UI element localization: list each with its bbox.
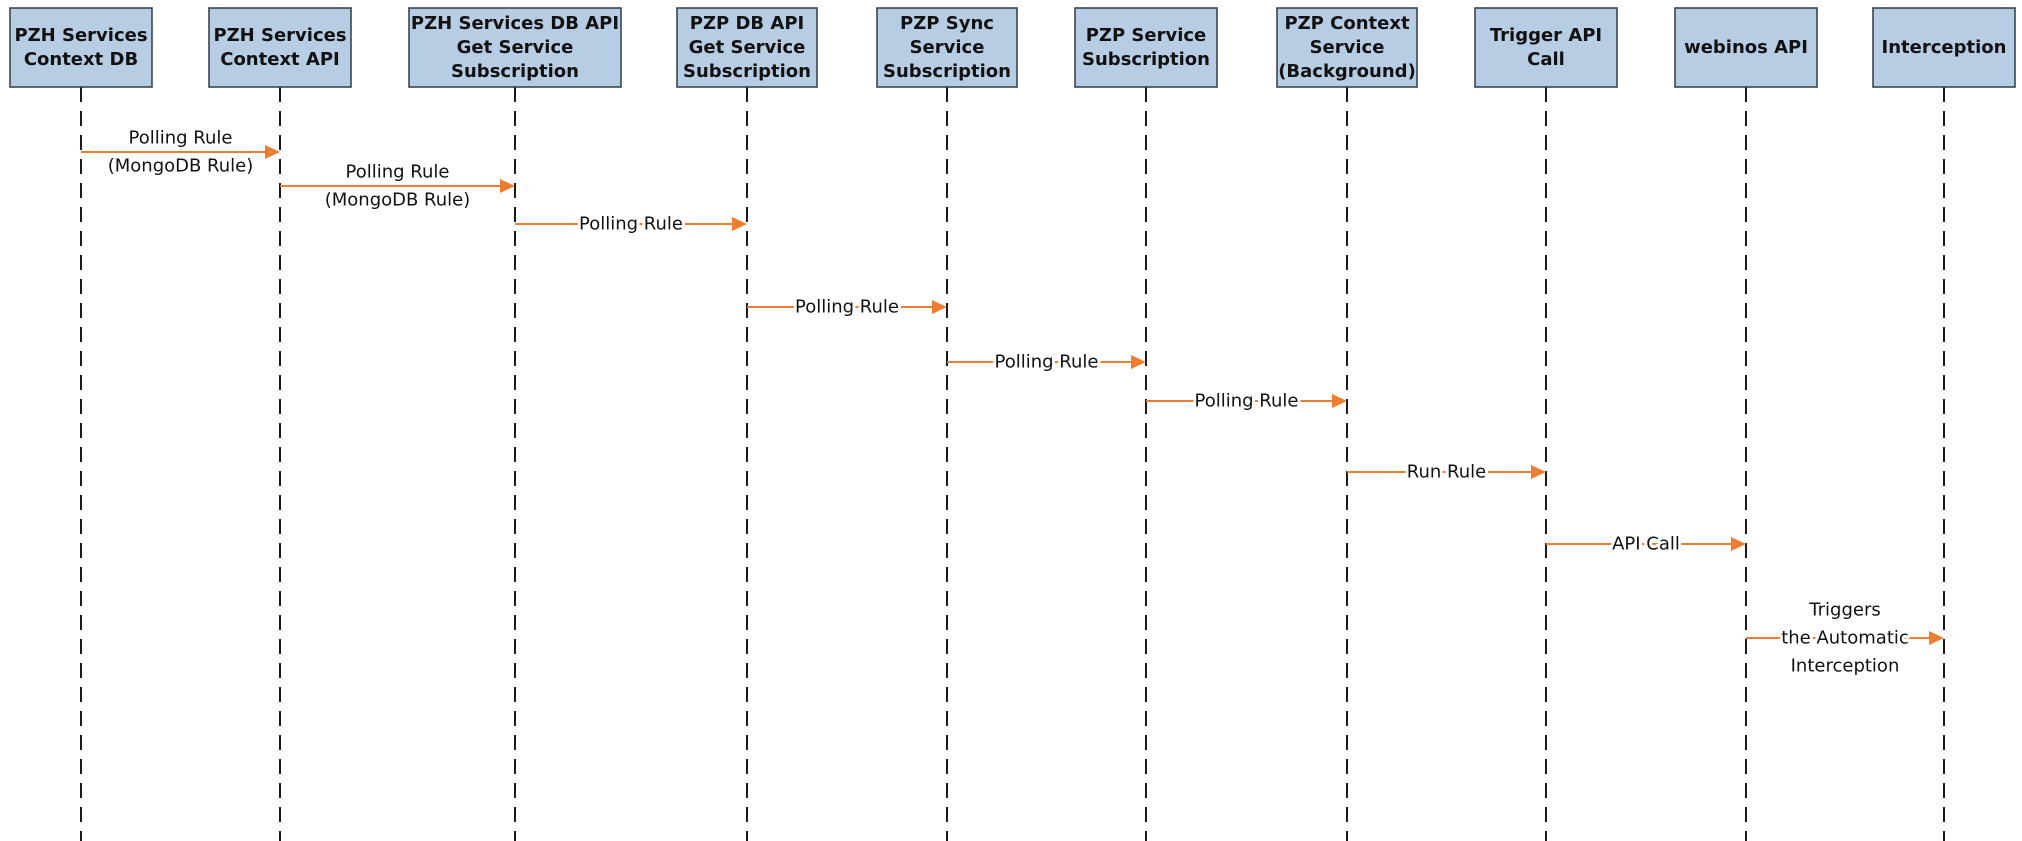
- participant-label-line: PZP Sync: [900, 13, 994, 34]
- message-label-line: Interception: [1790, 655, 1900, 677]
- arrowhead-icon: [500, 179, 515, 193]
- message-label-line: Polling Rule: [579, 213, 683, 235]
- participant-pzp-db-api-get-service-subscription: [677, 8, 817, 87]
- message-label-line: Polling Rule: [994, 351, 1099, 373]
- participant-label-line: Interception: [1881, 37, 2007, 58]
- participant-label-line: Context API: [220, 49, 340, 70]
- participant-label-line: Trigger API: [1489, 25, 1603, 46]
- participant-label-line: (Background): [1278, 61, 1416, 82]
- message-label-line: API Call: [1612, 533, 1680, 555]
- participant-label-line: Context DB: [23, 49, 139, 70]
- participant-label-line: Get Service: [456, 37, 574, 58]
- participant-label-line: PZH Services: [14, 25, 148, 46]
- participant-label-line: Subscription: [683, 61, 811, 82]
- message-arrow: [947, 352, 1146, 373]
- messages: [81, 128, 1944, 677]
- participant-webinos-api: [1675, 8, 1817, 87]
- arrowhead-icon: [732, 217, 747, 231]
- message-arrow: [1546, 534, 1746, 555]
- arrowhead-icon: [932, 300, 947, 314]
- participant-box: [1475, 8, 1617, 87]
- participant-pzp-service-subscription: [1075, 8, 1217, 87]
- message-arrow: [515, 214, 747, 235]
- arrowhead-icon: [1929, 631, 1944, 645]
- participant-box: [10, 8, 152, 87]
- arrowhead-icon: [1131, 355, 1146, 369]
- participants: [10, 8, 2015, 87]
- participant-label-line: Get Service: [688, 37, 806, 58]
- participant-label-line: Subscription: [1082, 49, 1210, 70]
- participant-interception: [1873, 8, 2015, 87]
- participant-label-line: Subscription: [451, 61, 579, 82]
- message-label-line: Polling Rule: [345, 161, 450, 183]
- arrowhead-icon: [1731, 537, 1746, 551]
- participant-trigger-api-call: [1475, 8, 1617, 87]
- message-label-line: (MongoDB Rule): [324, 189, 471, 211]
- message-arrow: [1746, 600, 1944, 677]
- participant-label-line: Call: [1527, 49, 1565, 70]
- participant-pzp-sync-service-subscription: [877, 8, 1017, 87]
- participant-box: [209, 8, 351, 87]
- message-arrow: [747, 297, 947, 318]
- participant-pzp-context-service-background: [1277, 8, 1417, 87]
- message-arrow: [1347, 462, 1546, 483]
- participant-pzh-services-db-api-get-service-subscription: [409, 8, 621, 87]
- message-label-line: Triggers: [1809, 599, 1881, 621]
- participant-box: [1075, 8, 1217, 87]
- participant-label-line: Service: [1309, 37, 1385, 58]
- participant-label-line: Subscription: [883, 61, 1011, 82]
- arrowhead-icon: [1531, 465, 1546, 479]
- arrowhead-icon: [265, 145, 280, 159]
- participant-label-line: Service: [909, 37, 985, 58]
- participant-label-line: PZP DB API: [689, 13, 805, 34]
- message-label-line: Polling Rule: [795, 296, 899, 318]
- message-arrow: [280, 162, 515, 211]
- participant-label-line: PZP Context: [1284, 13, 1410, 34]
- message-arrow: [81, 128, 280, 177]
- message-label-line: Polling Rule: [1194, 390, 1299, 412]
- message-label-line: the Automatic: [1781, 627, 1909, 649]
- participant-label-line: PZP Service: [1085, 25, 1207, 46]
- message-arrow: [1146, 391, 1347, 412]
- participant-pzh-services-context-api: [209, 8, 351, 87]
- message-label-line: (MongoDB Rule): [107, 155, 254, 177]
- participant-label-line: PZH Services DB API: [410, 13, 620, 34]
- message-label-line: Run Rule: [1406, 461, 1487, 483]
- participant-pzh-services-context-db: [10, 8, 152, 87]
- message-label-line: Polling Rule: [128, 127, 233, 149]
- arrowhead-icon: [1332, 394, 1347, 408]
- participant-label-line: webinos API: [1684, 37, 1808, 58]
- participant-label-line: PZH Services: [213, 25, 347, 46]
